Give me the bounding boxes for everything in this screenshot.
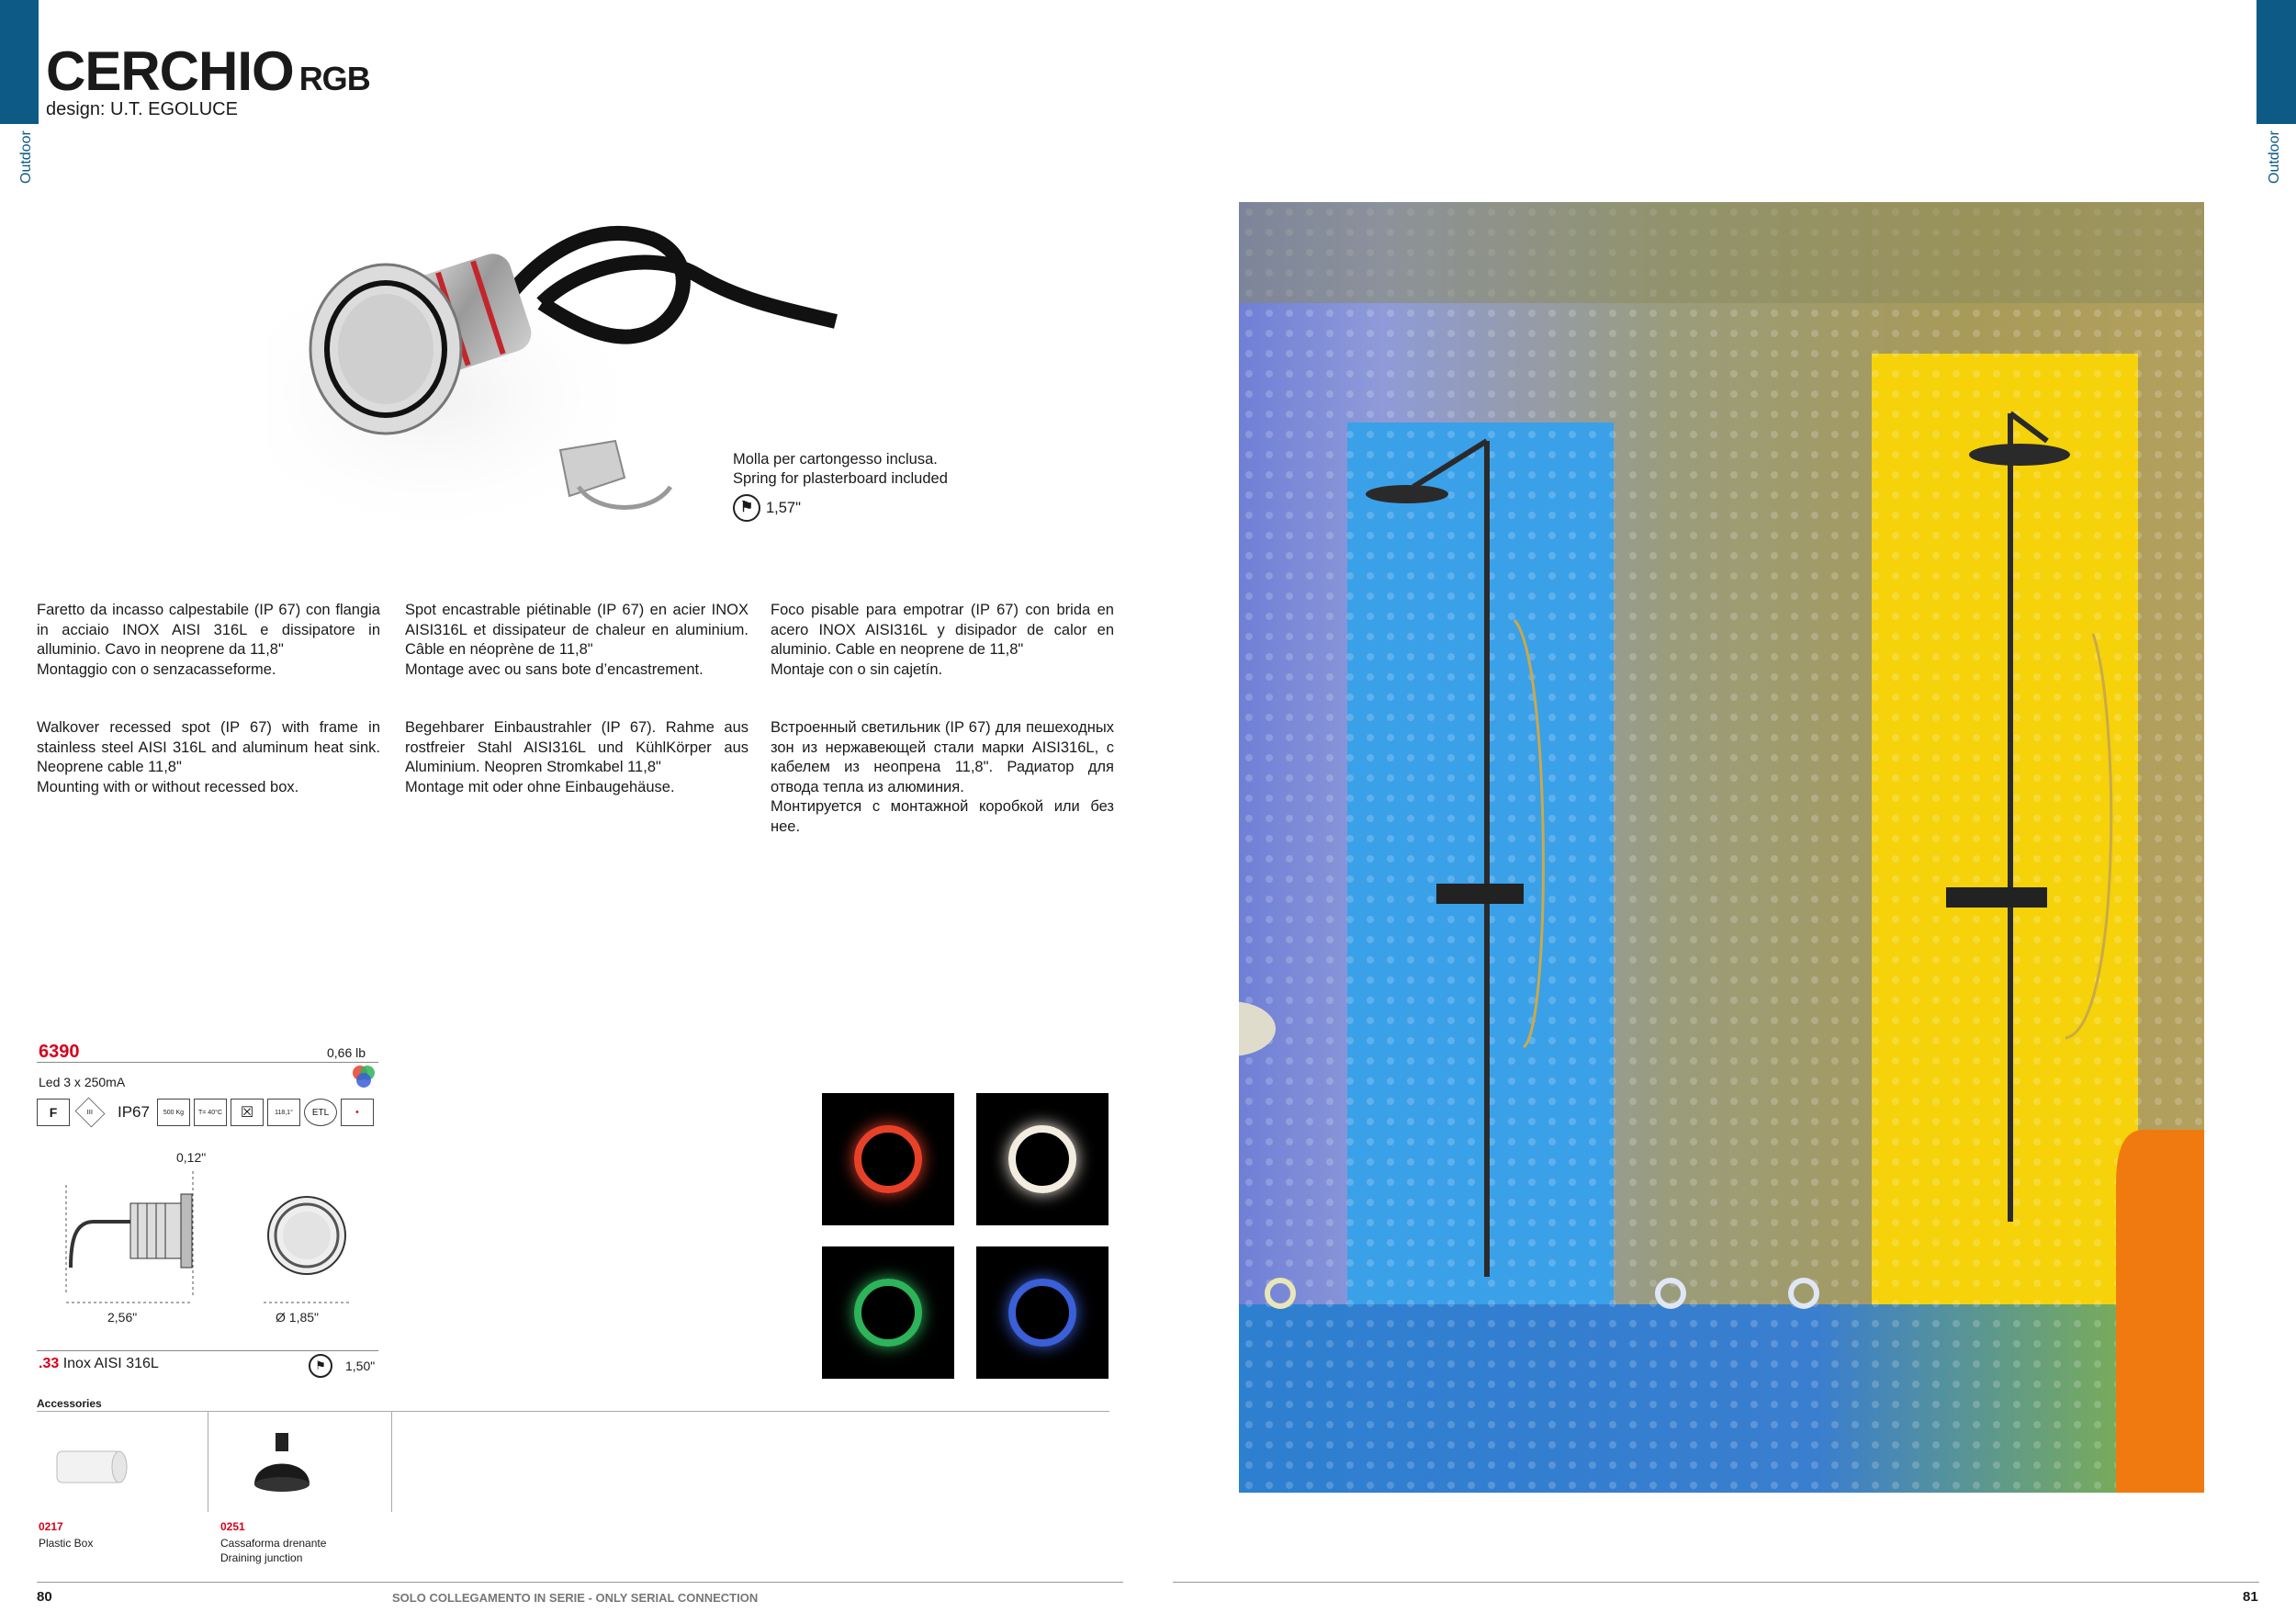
description-fr: Spot encastrable piétinable (IP 67) en acier INOX AISI316L et dissipateur de chaleur en aluminium. Câble en néoprène de 11,8" Montage avec ou sans bote d’encastrement. [405, 602, 748, 678]
product-code: 6390 [39, 1042, 80, 1062]
plastic-box-image [48, 1442, 130, 1494]
cutout-dimension: ⚑ 1,50" [309, 1354, 375, 1378]
dim-diameter: Ø 1,85" [276, 1310, 319, 1325]
dim-top: 0,12" [176, 1150, 207, 1165]
technical-drawing [57, 1167, 369, 1314]
ring-sample-white [976, 1093, 1109, 1225]
spring-note-it: Molla per cartongesso inclusa. [733, 451, 938, 468]
load-icon: 500 Kg [157, 1099, 190, 1126]
side-tab-left [0, 0, 39, 124]
shower-photo [1239, 202, 2204, 1493]
ring-sample-green [822, 1246, 954, 1379]
designer-credit: design: U.T. EGOLUCE [46, 99, 238, 119]
cert-f-icon: F [37, 1099, 70, 1126]
divider [391, 1411, 392, 1512]
hole-cutout-icon: ⚑ [733, 494, 760, 522]
red-marker-icon: • [341, 1099, 374, 1126]
side-tab-right [2257, 0, 2296, 124]
product-weight: 0,66 lb [327, 1045, 366, 1060]
description-es: Foco pisable para empotrar (IP 67) con brida en acero INOX AISI316L y disipador de calor en aluminio. Cable en neoprene de 11,8" Montaje con o sin cajetín. [771, 602, 1114, 678]
accessory-name: Plastic Box [39, 1537, 94, 1550]
page-number-right: 81 [2243, 1589, 2258, 1605]
side-label-right: Outdoor [2267, 130, 2282, 184]
divider [37, 1350, 378, 1351]
description-it: Faretto da incasso calpestabile (IP 67) con flangia in acciaio INOX AISI 316L e dissipatore in alluminio. Cavo in neoprene da 11,8" Montaggio con o senzacasseforme. [37, 602, 380, 678]
hole-cutout-icon: ⚑ [309, 1354, 332, 1378]
side-label-left: Outdoor [18, 130, 34, 184]
class-iii-icon: III [75, 1098, 106, 1128]
certifications-row [37, 1099, 377, 1126]
accessory-code: 0217 [39, 1520, 63, 1533]
ring-sample-blue [976, 1246, 1109, 1379]
accessory-name-en: Draining junction [220, 1551, 303, 1564]
accessory-code: 0251 [220, 1520, 245, 1533]
dim-length: 2,56" [107, 1310, 138, 1325]
draining-junction-image [241, 1429, 323, 1503]
page-number-left: 80 [37, 1589, 52, 1605]
led-spec: Led 3 x 250mA [39, 1075, 126, 1089]
divider [37, 1411, 1109, 1412]
finish-code: .33 [39, 1356, 60, 1371]
beam-angle-icon: 118,1° [267, 1099, 300, 1126]
spring-note-en: Spring for plasterboard included [733, 470, 948, 487]
accessory-name: Cassaforma drenante [220, 1537, 327, 1550]
finish-name: Inox AISI 316L [62, 1356, 159, 1371]
spring-note [733, 450, 948, 522]
description-de: Begehbarer Einbaustrahler (IP 67). Rahme aus rostfreier Stahl AISI316L und KühlKörper aus Aluminium. Neopren Stromkabel 11,8" Montage mit oder ohne Einbaugehäuse. [405, 719, 748, 795]
etl-icon: ETL [304, 1099, 337, 1126]
serial-connection-note: SOLO COLLEGAMENTO IN SERIE - ONLY SERIAL CONNECTION [392, 1591, 759, 1605]
footer-rule-left [37, 1582, 1123, 1583]
ip-rating: IP67 [118, 1103, 150, 1121]
accessories-heading: Accessories [37, 1397, 102, 1410]
rgb-icon [351, 1064, 377, 1089]
spring-dimension: ⚑ 1,57" [733, 494, 948, 522]
ring-sample-red [822, 1093, 954, 1225]
product-name-suffix: RGB [298, 60, 370, 97]
finish-row [39, 1356, 159, 1372]
description-ru: Встроенный светильник (IP 67) для пешеходных зон из нержавеющей стали марки AISI316L, с кабелем из неопрена 11,8". Радиатор для отвода тепла из алюминия. Монтируется с монтажной коробкой или без нее. [771, 719, 1114, 835]
no-insulation-icon: ☒ [231, 1099, 264, 1126]
footer-rule-right [1173, 1582, 2259, 1583]
product-name: CERCHIO [46, 40, 294, 102]
temperature-icon: T= 40°C [194, 1099, 227, 1126]
divider [37, 1062, 378, 1063]
page-title [46, 40, 370, 102]
description-en: Walkover recessed spot (IP 67) with frame in stainless steel AISI 316L and aluminum heat sink. Neoprene cable 11,8" Mounting with or without recessed box. [37, 719, 380, 795]
